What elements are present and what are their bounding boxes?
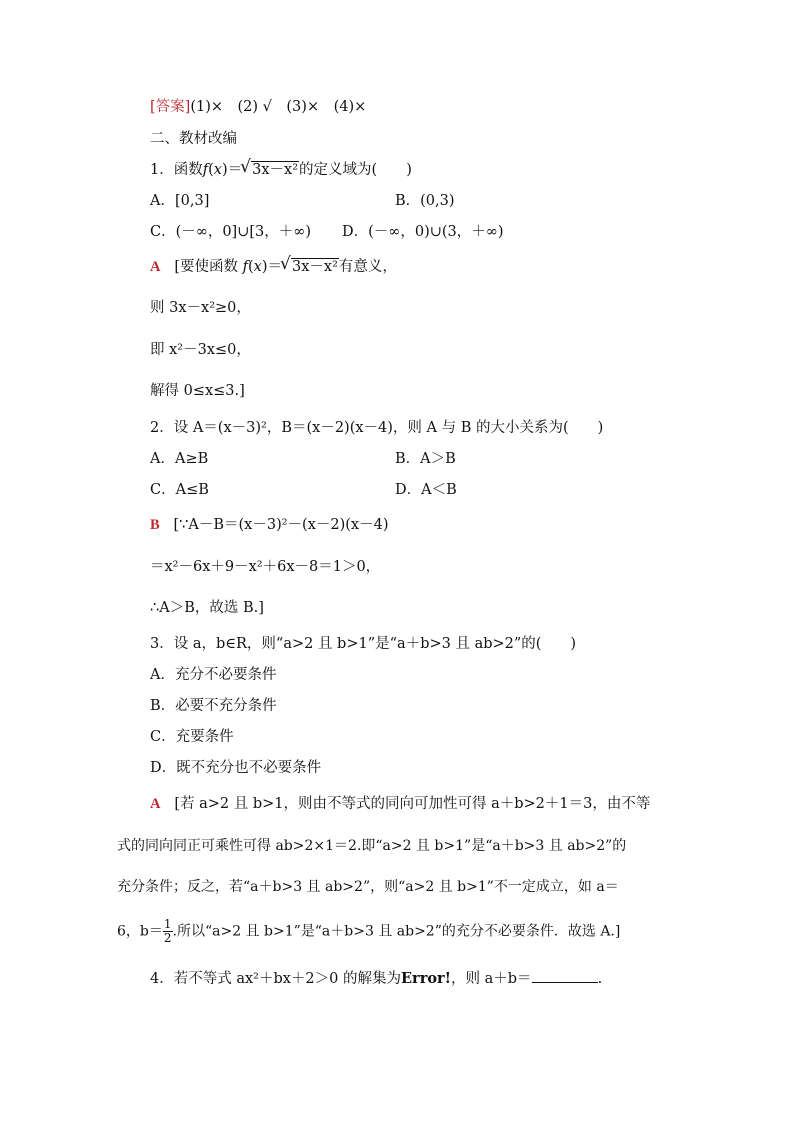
q3-answer-letter: A [150, 796, 161, 812]
q4-stem [150, 968, 602, 989]
q1-option-b: B．(0,3) [395, 193, 455, 209]
q2-option-c: C．A≤B [150, 482, 209, 498]
answer-items: (1)× (2) √ (3)× (4)× [190, 99, 367, 115]
q1-stem-pre: 1．函数 [150, 162, 203, 178]
answer-label: [答案] [150, 99, 191, 115]
q1-stem-post: 的定义域为( ) [299, 162, 412, 178]
q3-option-c: C．充要条件 [150, 729, 234, 745]
section-title: 二、教材改编 [150, 131, 237, 147]
q4-answer-blank [532, 968, 598, 983]
q2-answer-letter: B [150, 517, 160, 533]
q3-sol1-text: [若 a>2 且 b>1，则由不等式的同向可加性可得 a＋b>2＋1＝3，由不等 [174, 796, 651, 812]
q1-sol-radicand: 3x－x² [292, 259, 338, 275]
q4-error-text: Error! [401, 970, 452, 987]
q3-solution-3: 充分条件；反之，若“a＋b>3 且 ab>2”，则“a>2 且 b>1”不一定成立，如 a＝ [117, 879, 619, 895]
q3-option-d: D．既不充分也不必要条件 [150, 760, 322, 776]
q3-solution-1 [150, 794, 650, 814]
q3-solution-2: 式的同向同正可乘性可得 ab>2×1＝2.即“a>2 且 b>1”是“a＋b>3 且 ab>2”的 [117, 838, 627, 854]
q1-sol1-pre: [要使函数 [174, 259, 238, 275]
frac-numerator: 1 [163, 917, 172, 931]
fraction-one-half [163, 918, 173, 945]
q3-solution-4 [117, 918, 620, 945]
q2-option-b: B．A＞B [395, 451, 456, 467]
q2-stem: 2．设 A＝(x－3)²，B＝(x－2)(x－4)，则 A 与 B 的大小关系为( ) [150, 420, 604, 436]
frac-denominator: 2 [163, 931, 172, 945]
q2-solution-1 [150, 515, 388, 535]
q1-sol-sqrt [282, 257, 339, 277]
q1-option-d: D．(－∞，0)∪(3，＋∞) [342, 224, 504, 240]
q1-stem: 1．函数f(x)＝√ 3x－x²的定义域为( ) [150, 160, 412, 180]
q2-solution-2: ＝x²－6x＋9－x²＋6x－8＝1＞0， [150, 559, 381, 575]
q1-option-c: C．(－∞，0]∪[3，＋∞) [150, 224, 311, 240]
q4-stem-pre: 4．若不等式 ax²＋bx＋2＞0 的解集为 [150, 971, 401, 987]
q2-solution-3: ∴A＞B，故选 B.] [150, 600, 264, 616]
q3-option-b: B．必要不充分条件 [150, 698, 277, 714]
q1-option-a: A．[0,3] [150, 193, 210, 209]
q1-sol1-post: 有意义， [338, 259, 397, 275]
q4-stem-end: . [597, 971, 603, 987]
q2-option-a: A．A≥B [150, 451, 209, 467]
q3-option-a: A．充分不必要条件 [150, 667, 277, 683]
q3-sol4-pre: 6，b＝ [117, 923, 163, 940]
q1-sqrt [242, 160, 299, 180]
q1-solution-4: 解得 0≤x≤3.] [150, 383, 245, 399]
answer-line [150, 97, 366, 117]
q1-radicand: 3x－x² [252, 162, 299, 178]
q4-stem-post: ，则 a＋b＝ [451, 971, 532, 987]
q3-sol4-post: .所以“a>2 且 b>1”是“a＋b>3 且 ab>2”的充分不必要条件．故选 A.] [172, 923, 621, 940]
q1-solution-3: 即 x²－3x≤0， [150, 342, 251, 358]
q1-answer-letter: A [150, 259, 161, 275]
q3-stem: 3．设 a，b∈R，则“a>2 且 b>1”是“a＋b>3 且 ab>2”的( ) [150, 636, 577, 652]
q2-sol1-text: [∵A－B＝(x－3)²－(x－2)(x－4) [173, 517, 389, 533]
q1-solution-1: A [要使函数 f(x)＝√ 3x－x²有意义， [150, 257, 397, 277]
q1-solution-2: 则 3x－x²≥0， [150, 300, 251, 316]
q2-option-d: D．A＜B [395, 482, 457, 498]
